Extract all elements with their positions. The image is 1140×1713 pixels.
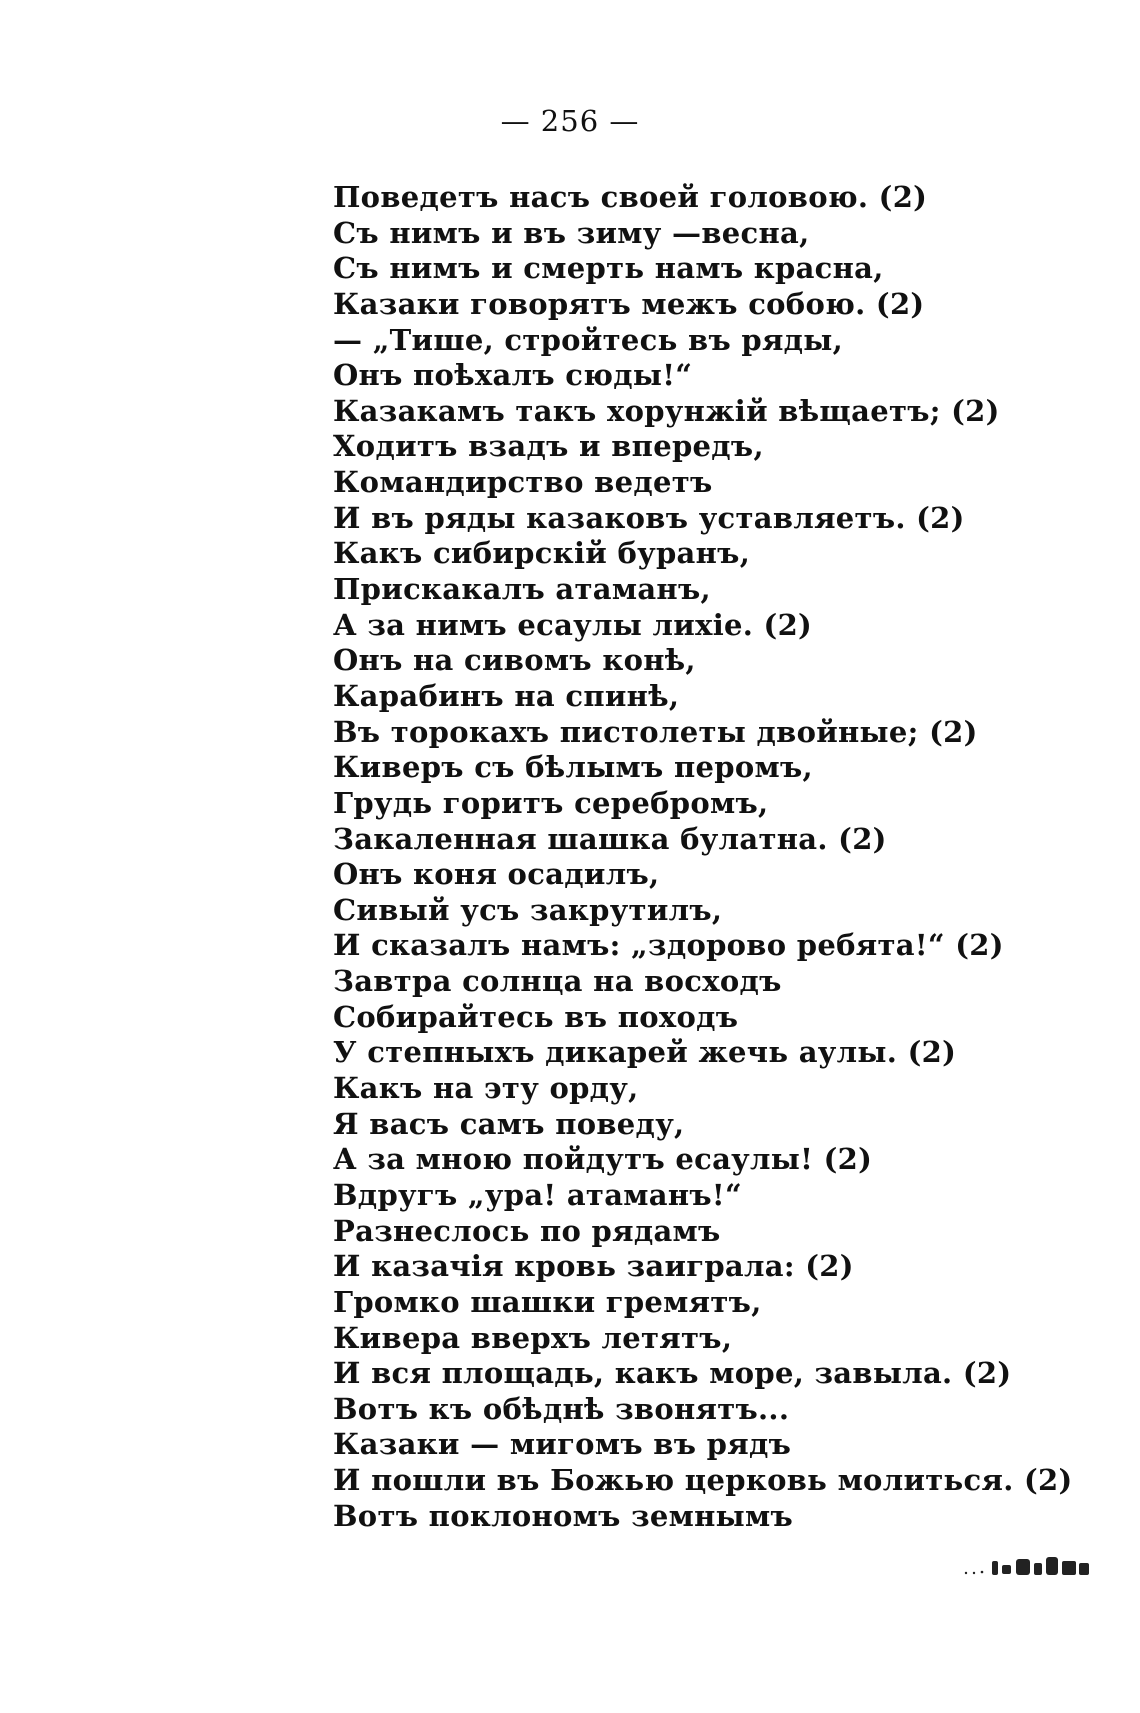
poem-line: Онъ коня осадилъ, — [333, 857, 660, 892]
poem-line: У степныхъ дикарей жечь аулы. (2) — [333, 1035, 957, 1070]
poem-line: — „Тише, стройтесь въ ряды, — [333, 322, 844, 357]
poem-line: Съ нимъ и смерть намъ красна, — [333, 251, 884, 286]
poem-line: Съ нимъ и въ зиму —весна, — [333, 215, 810, 250]
poem-line: Онъ поѣхалъ сюды!“ — [333, 358, 693, 393]
page-number: — 256 — — [500, 104, 640, 138]
poem-line: А за нимъ есаулы лихіе. (2) — [333, 607, 813, 642]
poem-line: Сивый усъ закрутилъ, — [333, 892, 723, 927]
poem-line: Вдругъ „ура! атаманъ!“ — [333, 1177, 742, 1212]
poem-line: Казакамъ такъ хорунжій вѣщаетъ; (2) — [333, 393, 1000, 428]
poem-line: Казаки говорятъ межъ собою. (2) — [333, 286, 925, 321]
poem-line: Собирайтесь въ походъ — [333, 999, 739, 1034]
poem-line: И пошли въ Божью церковь молиться. (2) — [333, 1463, 1073, 1498]
poem-line: Разнеслось по рядамъ — [333, 1213, 721, 1248]
poem-line: Вотъ поклономъ земнымъ — [333, 1498, 794, 1533]
poem-line: Завтра солнца на восходъ — [333, 964, 782, 999]
poem-line: И сказалъ намъ: „здорово ребята!“ (2) — [333, 928, 1004, 963]
poem-line: И вся площадь, какъ море, завыла. (2) — [333, 1356, 1012, 1391]
poem-line: И казачія кровь заиграла: (2) — [333, 1249, 854, 1284]
poem-line: Вотъ къ обѣднѣ звонятъ... — [333, 1391, 790, 1426]
poem-line: Командирство ведетъ — [333, 465, 713, 500]
poem-line: И въ ряды казаковъ уставляетъ. (2) — [333, 500, 965, 535]
poem-line: Прискакалъ атаманъ, — [333, 572, 711, 607]
poem-line: Какъ сибирскій буранъ, — [333, 536, 751, 571]
poem-line: Какъ на эту орду, — [333, 1071, 639, 1106]
poem-line: Казаки — мигомъ въ рядъ — [333, 1427, 792, 1462]
poem-line: Закаленная шашка булатна. (2) — [333, 821, 887, 856]
poem-line: Киверъ съ бѣлымъ перомъ, — [333, 750, 813, 785]
stamp-residue — [958, 1551, 1098, 1581]
poem-line: Онъ на сивомъ конѣ, — [333, 643, 696, 678]
poem-line: Грудь горитъ серебромъ, — [333, 785, 769, 820]
poem-line: Карабинъ на спинѣ, — [333, 678, 680, 713]
poem-line: Поведетъ насъ своей головою. (2) — [333, 180, 928, 214]
poem-line: Ходитъ взадъ и впередъ, — [333, 429, 764, 464]
poem-line: А за мною пойдутъ есаулы! (2) — [333, 1142, 873, 1177]
poem-line: Громко шашки гремятъ, — [333, 1284, 762, 1319]
poem-line: Кивера вверхъ летятъ, — [333, 1320, 733, 1355]
poem-line: Въ торокахъ пистолеты двойные; (2) — [333, 714, 978, 749]
poem-line: Я васъ самъ поведу, — [333, 1106, 685, 1141]
poem-text — [333, 180, 1073, 1534]
